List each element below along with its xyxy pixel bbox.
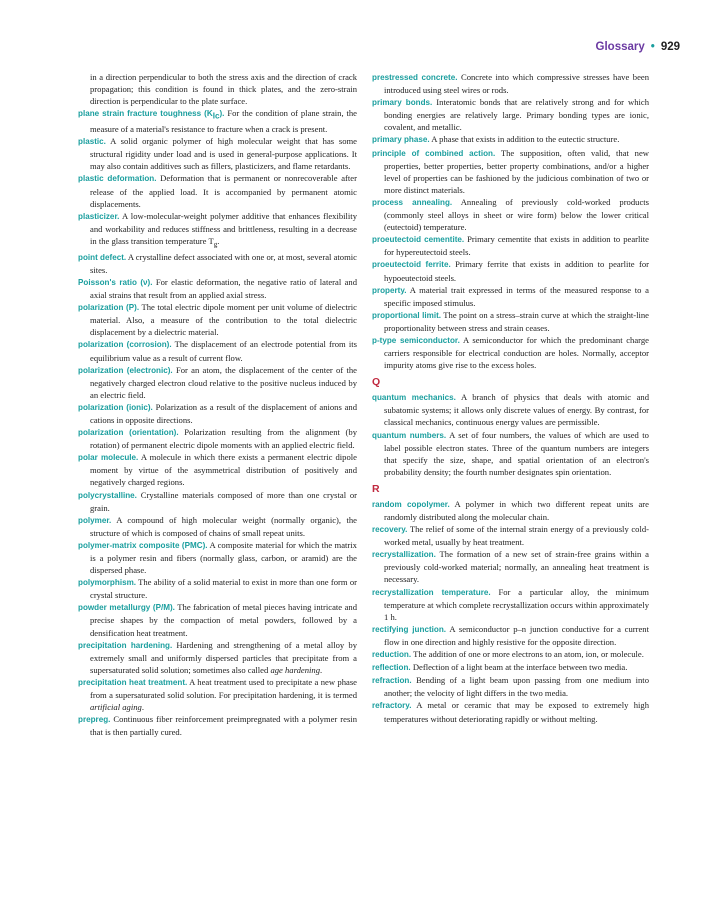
glossary-definition: For an atom, the displacement of the center of the negatively charged electron cloud relative to the positive nucleus induced by an electric field. xyxy=(90,364,357,400)
glossary-term: refraction. xyxy=(372,676,412,686)
definition-subscript: g xyxy=(213,240,218,249)
glossary-definition: A metal or ceramic that may be exposed to extremely high temperatures without deteriorating rapidly or without melting. xyxy=(384,700,649,724)
glossary-term: principle of combined action. xyxy=(372,148,496,158)
glossary-term: polarization (corrosion). xyxy=(78,340,172,350)
glossary-term: random copolymer. xyxy=(372,499,450,509)
glossary-term: primary bonds. xyxy=(372,98,433,108)
glossary-term: powder metallurgy (P/M). xyxy=(78,603,175,613)
glossary-entry xyxy=(372,133,649,146)
glossary-entry xyxy=(78,210,357,251)
glossary-entry xyxy=(78,576,357,601)
glossary-term: recovery. xyxy=(372,525,408,535)
glossary-term: reflection. xyxy=(372,663,411,673)
glossary-term: proeutectoid cementite. xyxy=(372,235,465,245)
glossary-term: primary phase. xyxy=(372,135,430,145)
glossary-entry xyxy=(78,676,357,713)
glossary-entry xyxy=(372,586,649,623)
glossary-term: p-type semiconductor. xyxy=(372,335,460,345)
glossary-definition: For elastic deformation, the negative ratio of lateral and axial strains that result from an applied axial stress. xyxy=(90,276,357,301)
glossary-definition: A compound of high molecular weight (normally organic), the structure of which is composed of chains of small repeat units. xyxy=(90,514,357,538)
right-column xyxy=(372,71,649,725)
glossary-entry xyxy=(372,96,649,133)
glossary-term: process annealing. xyxy=(372,197,453,207)
glossary-definition: A phase that exists in addition to the eutectic structure. xyxy=(431,134,620,145)
page-number: 929 xyxy=(660,41,680,53)
glossary-term: prestressed concrete. xyxy=(372,73,458,82)
glossary-entry xyxy=(78,713,357,738)
glossary-definition: A solid organic polymer of high molecular weight that has some structural rigidity under load and is used in general-purpose applications. It may also contain additives such as fillers, plasticizers, and flame retardants. xyxy=(90,136,357,172)
q-entries xyxy=(372,391,649,478)
glossary-definition: The displacement of an electrode potential from its equilibrium value as a result of current flow. xyxy=(90,339,357,363)
glossary-entry xyxy=(78,364,357,401)
glossary-definition: Polarization as a result of the displacement of anions and cations in opposite directions. xyxy=(90,401,357,425)
definition-end: . xyxy=(141,702,144,713)
glossary-definition: Interatomic bonds that are relatively strong and for which bonding energies are relatively large. Primary bonding types are ionic, covalent, and metallic. xyxy=(384,97,649,133)
glossary-definition: A composite material for which the matrix is a polymer resin and fibers (normally glass, carbon, or aramid) are the dispersed phase. xyxy=(90,539,357,576)
glossary-definition: The formation of a new set of strain-free grains within a previously cold-worked material; normally, an annealing heat treatment is necessary. xyxy=(384,549,649,585)
left-entries xyxy=(78,107,357,738)
glossary-entry xyxy=(78,301,357,338)
definition-italic-term: age hardening xyxy=(270,664,321,675)
glossary-entry xyxy=(372,623,649,648)
glossary-term: precipitation heat treatment. xyxy=(78,677,188,687)
glossary-definition: A semiconductor p–n junction conductive for a current flow in one direction and highly resistive for the opposite direction. xyxy=(384,623,649,647)
glossary-entry xyxy=(372,523,649,548)
glossary-entry xyxy=(78,251,357,276)
glossary-entry xyxy=(372,548,649,585)
glossary-entry xyxy=(372,233,649,258)
glossary-definition: Concrete into which compressive stresses have been introduced using steel wires or rods. xyxy=(384,72,649,96)
glossary-definition: The total electric dipole moment per unit volume of dielectric material. Also, a measure of the contribution to the total dielectric displacement by a dielectric material. xyxy=(90,302,357,338)
glossary-term: quantum numbers. xyxy=(372,430,447,440)
glossary-definition: The point on a stress–strain curve at which the straight-line proportionality between stress and strain ceases. xyxy=(384,309,649,333)
glossary-definition: Deflection of a light beam at the interface between two media. xyxy=(412,662,628,673)
glossary-definition: A low-molecular-weight polymer additive that enhances flexibility and workability and reduces stiffness and brittleness, resulting in a decrease in the glass transition temperature T xyxy=(90,210,357,246)
glossary-definition: The ability of a solid material to exist in more than one form or crystal structure. xyxy=(90,577,357,601)
glossary-entry xyxy=(78,401,357,426)
glossary-definition: A branch of physics that deals with atomic and subatomic systems; it allows only discrete values of energy. By contrast, for classical mechanics, continuous energy values are permissible. xyxy=(384,392,649,428)
glossary-term: polymer. xyxy=(78,515,112,525)
glossary-entry xyxy=(78,539,357,576)
glossary-definition: Hardening and strengthening of a metal alloy by extremely small and uniformly dispersed particles that precipitate from a supersaturated solid solution; sometimes also called xyxy=(90,639,358,675)
glossary-entry xyxy=(78,489,357,514)
glossary-definition: Annealing of previously cold-worked products (commonly steel alloys in sheet or wire form) below the lower critical (eutectoid) temperature. xyxy=(384,196,649,233)
glossary-term: recrystallization temperature. xyxy=(372,587,491,597)
glossary-term: point defect. xyxy=(78,252,127,262)
glossary-entry xyxy=(78,135,357,172)
glossary-definition: Primary cementite that exists in addition to pearlite for hypereutectoid steels. xyxy=(384,234,649,258)
glossary-term: rectifying junction. xyxy=(372,624,447,634)
glossary-entry xyxy=(78,276,357,301)
running-header xyxy=(596,41,680,53)
glossary-term: refractory. xyxy=(372,701,412,711)
glossary-term: quantum mechanics. xyxy=(372,393,456,403)
term-subscript: Ic xyxy=(212,112,220,121)
term-end: ). xyxy=(219,109,225,119)
glossary-term: polarization (orientation). xyxy=(78,428,179,438)
glossary-entry xyxy=(372,334,649,371)
left-column xyxy=(78,71,357,738)
glossary-entry xyxy=(78,601,357,638)
glossary-entry xyxy=(372,71,649,96)
glossary-definition: A semiconductor for which the predominant charge carriers responsible for electrical conduction are holes. Normally, acceptor impurity atoms give rise to the excess holes. xyxy=(384,334,649,371)
glossary-definition: For the condition of plane strain, the measure of a material's resistance to fracture when a crack is present. xyxy=(90,108,357,135)
glossary-definition: Bending of a light beam upon passing from one medium into another; the velocity of light differs in the two media. xyxy=(384,675,649,699)
section-letter-r: R xyxy=(372,482,380,495)
glossary-definition: The supposition, often valid, that new properties, better properties, better property combinations, and/or a higher level of properties can be fashioned by the judicious combination of two or more distinct materials. xyxy=(384,147,649,195)
glossary-definition: A molecule in which there exists a permanent electric dipole moment by virtue of the asymmetrical distribution of positively and negatively charged regions. xyxy=(90,452,357,488)
glossary-term: proeutectoid ferrite. xyxy=(372,260,451,270)
glossary-term: prepreg. xyxy=(78,715,111,725)
glossary-entry xyxy=(372,284,649,309)
glossary-entry xyxy=(372,498,649,523)
glossary-entry xyxy=(372,309,649,334)
glossary-definition: Polarization resulting from the alignment (by rotation) of permanent electric dipole moments with an applied electric field. xyxy=(90,427,358,451)
glossary-entry xyxy=(372,391,649,428)
glossary-entry xyxy=(372,258,649,283)
glossary-entry xyxy=(78,426,357,451)
glossary-definition: The relief of some of the internal strain energy of a previously cold-worked metal, usually by heat treatment. xyxy=(384,524,649,548)
glossary-term: plastic. xyxy=(78,137,106,147)
glossary-term: polymorphism. xyxy=(78,578,137,588)
glossary-entry xyxy=(78,107,357,135)
glossary-definition: A material trait expressed in terms of the measured response to a specific imposed stimulus. xyxy=(384,284,649,308)
glossary-entry xyxy=(78,338,357,363)
glossary-entry xyxy=(78,451,357,488)
section-letter-q: Q xyxy=(372,376,381,389)
header-separator: • xyxy=(650,41,655,53)
glossary-definition: Crystalline materials composed of more than one crystal or grain. xyxy=(90,489,358,513)
definition-italic-term: artificial aging xyxy=(90,702,142,713)
glossary-definition: The addition of one or more electrons to an atom, ion, or molecule. xyxy=(413,649,644,660)
glossary-definition: For a particular alloy, the minimum temperature at which complete recrystallization occurs within approximately 1 h. xyxy=(384,586,649,622)
glossary-term: plane strain fracture toughness (K xyxy=(78,109,213,119)
glossary-entry xyxy=(372,661,649,674)
p-entries xyxy=(372,71,649,371)
glossary-definition: The fabrication of metal pieces having intricate and precise shapes by the compaction of metal powders, followed by a densification heat treatment. xyxy=(90,602,357,638)
glossary-term: polarization (ionic). xyxy=(78,402,153,412)
glossary-term: property. xyxy=(372,285,407,295)
r-entries xyxy=(372,498,649,725)
glossary-term: precipitation hardening. xyxy=(78,640,173,650)
glossary-term: polar molecule. xyxy=(78,453,139,463)
glossary-entry xyxy=(372,648,649,661)
glossary-definition: Deformation that is permanent or nonrecoverable after release of the applied load. It is accompanied by permanent atomic displacements. xyxy=(90,173,357,209)
glossary-term: recrystallization. xyxy=(372,550,436,560)
glossary-entry xyxy=(372,699,649,724)
glossary-term: polarization (electronic). xyxy=(78,365,173,375)
glossary-term: polycrystalline. xyxy=(78,490,137,500)
glossary-definition: Primary ferrite that exists in addition to pearlite for hypoeutectoid steels. xyxy=(384,259,649,283)
definition-end: . xyxy=(320,664,323,675)
glossary-term: plastic deformation. xyxy=(78,174,157,184)
glossary-entry xyxy=(372,674,649,699)
glossary-term: polymer-matrix composite (PMC). xyxy=(78,540,208,550)
header-title: Glossary xyxy=(595,41,645,53)
glossary-entry xyxy=(78,514,357,539)
definition-end: . xyxy=(217,235,220,246)
glossary-term: plasticizer. xyxy=(78,211,120,221)
glossary-entry xyxy=(372,196,649,233)
continued-definition: in a direction perpendicular to both the stress axis and the direction of crack propagation; this condition is found in thick plates, and the zero-strain direction is perpendicular to the plate surface. xyxy=(90,72,357,107)
glossary-entry xyxy=(78,639,357,676)
glossary-definition: A crystalline defect associated with one or, at most, several atomic sites. xyxy=(90,251,357,275)
glossary-term: proportional limit. xyxy=(372,310,442,320)
glossary-definition: Continuous fiber reinforcement preimpregnated with a polymer resin that is then partially cured. xyxy=(90,714,357,738)
glossary-entry xyxy=(78,172,357,209)
glossary-term: reduction. xyxy=(372,650,412,660)
glossary-term: polarization (P). xyxy=(78,303,140,313)
glossary-entry xyxy=(372,429,649,478)
glossary-definition: A heat treatment used to precipitate a new phase from a supersaturated solid solution. For precipitation hardening, it is termed xyxy=(90,676,357,701)
glossary-definition: A polymer in which two different repeat units are randomly distributed along the molecular chain. xyxy=(384,498,649,522)
glossary-term: Poisson's ratio (ν). xyxy=(78,277,153,287)
glossary-entry xyxy=(372,147,649,196)
glossary-definition: A set of four numbers, the values of which are used to label possible electron states. Three of the quantum numbers are integers that specify the size, shape, and spatial orientation of an electron's probability density; the fourth number designates spin orientation. xyxy=(384,429,649,477)
